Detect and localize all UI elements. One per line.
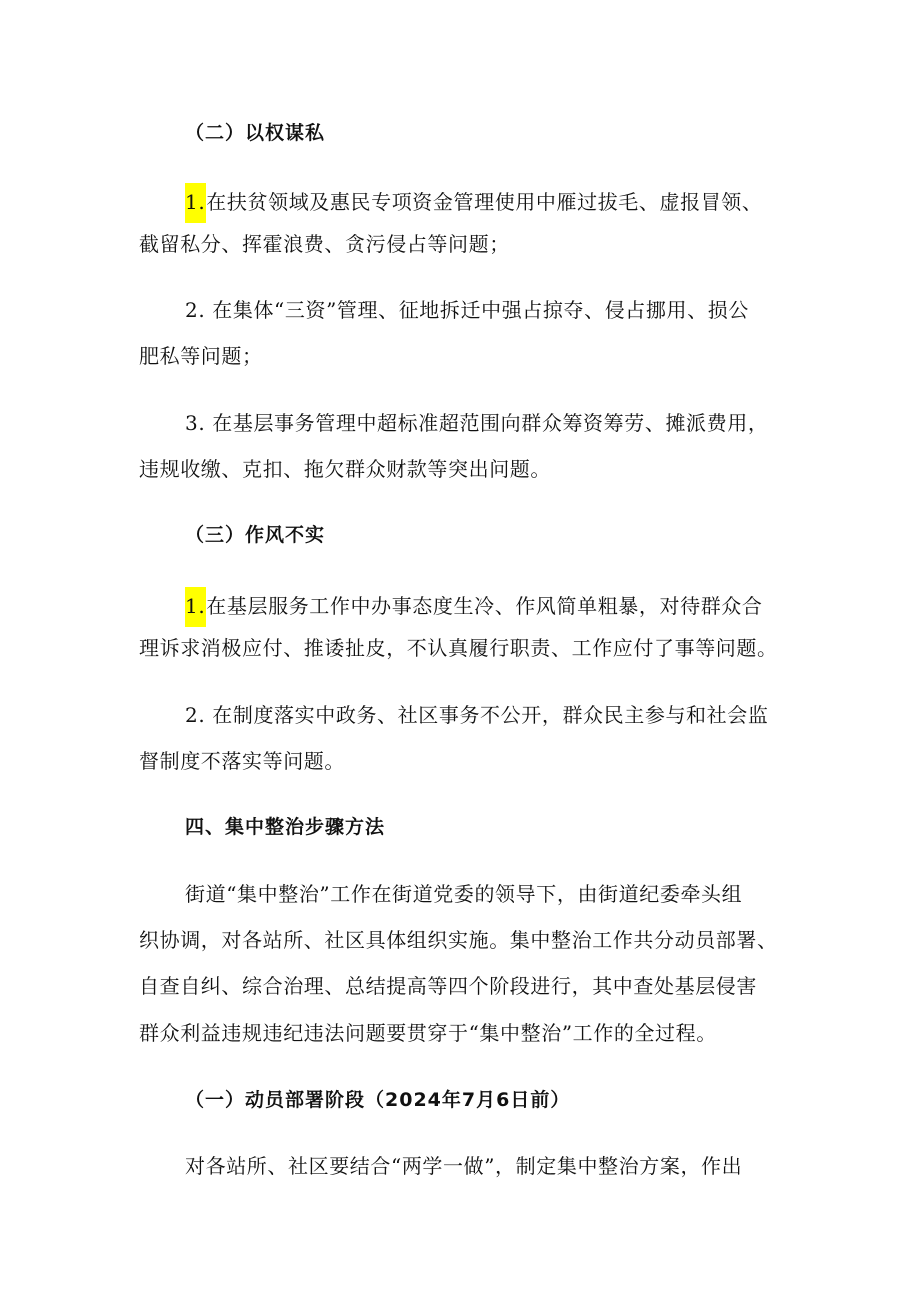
paragraph-line: 3. 在基层事务管理中超标准超范围向群众筹资筹劳、摊派费用， xyxy=(185,411,769,435)
highlighted-list-number: 1. xyxy=(185,183,206,223)
paragraph-line: 2. 在集体“三资”管理、征地拆迁中强占掠夺、侵占挪用、损公 xyxy=(185,298,749,322)
paragraph-text: 在扶贫领域及惠民专项资金管理使用中雁过拔毛、虚报冒领、 xyxy=(206,190,763,214)
paragraph-line: 群众利益违规违纪违法问题要贯穿于“集中整治”工作的全过程。 xyxy=(139,1021,717,1045)
section-heading-steps: 四、集中整治步骤方法 xyxy=(185,816,386,838)
section-heading-abuse-of-power: （二）以权谋私 xyxy=(185,122,326,144)
paragraph-line: 织协调，对各站所、社区具体组织实施。集中整治工作共分动员部署、 xyxy=(139,928,778,952)
section-heading-mobilization: （一）动员部署阶段（2024年7月6日前） xyxy=(185,1089,571,1111)
paragraph-line: 违规收缴、克扣、拖欠群众财款等突出问题。 xyxy=(139,457,551,481)
paragraph-line: 自查自纠、综合治理、总结提高等四个阶段进行，其中查处基层侵害 xyxy=(139,974,757,998)
paragraph-line: 对各站所、社区要结合“两学一做”，制定集中整治方案，作出 xyxy=(185,1154,743,1178)
paragraph-line: 街道“集中整治”工作在街道党委的领导下，由街道纪委牵头组 xyxy=(185,882,743,906)
section-heading-style-issues: （三）作风不实 xyxy=(185,524,326,546)
paragraph-line: 督制度不落实等问题。 xyxy=(139,749,345,773)
paragraph-line xyxy=(185,183,799,223)
paragraph-line: 2. 在制度落实中政务、社区事务不公开，群众民主参与和社会监 xyxy=(185,703,769,727)
paragraph-text: 在基层服务工作中办事态度生冷、作风简单粗暴，对待群众合 xyxy=(206,594,763,618)
highlighted-list-number: 1. xyxy=(185,587,206,627)
paragraph-line: 理诉求消极应付、推诿扯皮，不认真履行职责、工作应付了事等问题。 xyxy=(139,636,778,660)
paragraph-line: 肥私等问题； xyxy=(139,344,263,368)
paragraph-line: 截留私分、挥霍浪费、贪污侵占等问题； xyxy=(139,232,510,256)
paragraph-line xyxy=(185,587,799,627)
